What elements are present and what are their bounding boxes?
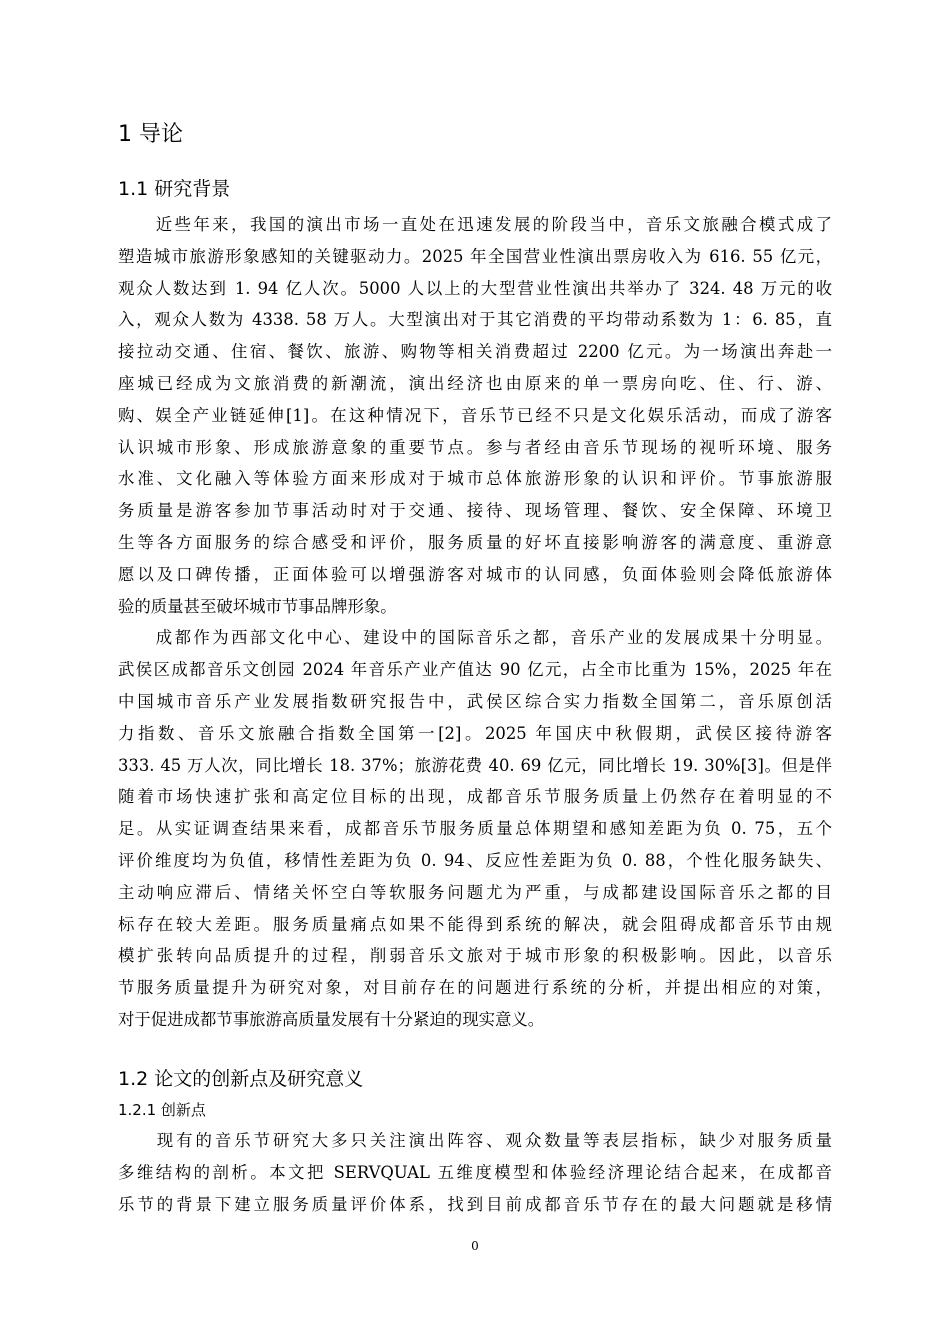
text-line: 愿以及口碑传播，正面体验可以增强游客对城市的认同感，负面体验则会降低旅游体 bbox=[118, 564, 832, 584]
text-line: 成都作为西部文化中心、建设中的国际音乐之都，音乐产业的发展成果十分明显。 bbox=[118, 628, 832, 648]
text-line: 随着市场快速扩张和高定位目标的出现，成都音乐节服务质量上仍然存在着明显的不 bbox=[118, 787, 832, 807]
text-line: 节服务质量提升为研究对象，对目前存在的问题进行系统的分析，并提出相应的对策， bbox=[118, 978, 832, 998]
text-line: 模扩张转向品质提升的过程，削弱音乐文旅对于城市形象的积极影响。因此，以音乐 bbox=[118, 946, 832, 966]
text-line: 近些年来，我国的演出市场一直处在迅速发展的阶段当中，音乐文旅融合模式成了 bbox=[118, 215, 832, 234]
text-line: 标存在较大差距。服务质量痛点如果不能得到系统的解决，就会阻碍成都音乐节由规 bbox=[118, 914, 832, 934]
text-line: 中国城市音乐产业发展指数研究报告中，武侯区综合实力指数全国第二，音乐原创活 bbox=[118, 691, 832, 711]
text-line: 观众人数达到 1. 94 亿人次。5000 人以上的大型营业性演出共举办了 324. 48 万元的收 bbox=[118, 278, 832, 298]
text-line: 主动响应滞后、情绪关怀空白等软服务问题尤为严重，与成都建设国际音乐之都的目 bbox=[118, 882, 832, 902]
text-line: 座城已经成为文旅消费的新潮流，演出经济也由原来的单一票房向吃、住、行、游、 bbox=[118, 373, 832, 393]
section-heading-1-1: 1.1 研究背景 bbox=[118, 178, 231, 200]
text-line: 水准、文化融入等体验方面来形成对于城市总体旅游形象的认识和评价。节事旅游服 bbox=[118, 469, 832, 489]
text-line: 入，观众人数为 4338. 58 万人。大型演出对于其它消费的平均带动系数为 1：6. 85，直 bbox=[118, 310, 832, 330]
text-line: 现有的音乐节研究大多只关注演出阵容、观众数量等表层指标，缺少对服务质量 bbox=[118, 1131, 832, 1150]
text-line: 评价维度均为负值，移情性差距为负 0. 94、反应性差距为负 0. 88，个性化服务缺失、 bbox=[118, 850, 832, 870]
text-line: 足。从实证调查结果来看，成都音乐节服务质量总体期望和感知差距为负 0. 75，五个 bbox=[118, 819, 832, 839]
text-line: 多维结构的剖析。本文把 SERVQUAL 五维度模型和体验经济理论结合起来，在成都音 bbox=[118, 1162, 832, 1182]
paragraph-innovation bbox=[118, 1125, 832, 1220]
text-line: 接拉动交通、住宿、餐饮、旅游、购物等相关消费超过 2200 亿元。为一场演出奔赴一 bbox=[118, 342, 832, 362]
text-line: 塑造城市旅游形象感知的关键驱动力。2025 年全国营业性演出票房收入为 616. 55 亿元， bbox=[118, 246, 832, 266]
text-line: 购、娱全产业链延伸[1]。在这种情况下，音乐节已经不只是文化娱乐活动，而成了游客 bbox=[118, 405, 832, 425]
chapter-title: 1 导论 bbox=[118, 122, 183, 147]
text-line: 对于促进成都节事旅游高质量发展有十分紧迫的现实意义。 bbox=[118, 1009, 545, 1029]
text-line: 333. 45 万人次，同比增长 18. 37%；旅游花费 40. 69 亿元，同比增长 19. 30%[3]。但是伴 bbox=[118, 755, 832, 775]
text-line: 力指数、音乐文旅融合指数全国第一[2]。2025 年国庆中秋假期，武侯区接待游客 bbox=[118, 723, 832, 743]
text-line: 武侯区成都音乐文创园 2024 年音乐产业产值达 90 亿元，占全市比重为 15%，2025 年在 bbox=[118, 660, 832, 680]
text-line: 生等各方面服务的综合感受和评价，服务质量的好坏直接影响游客的满意度、重游意 bbox=[118, 532, 832, 552]
text-line: 验的质量甚至破坏城市节事品牌形象。 bbox=[118, 596, 397, 616]
subsection-heading-1-2-1: 1.2.1 创新点 bbox=[118, 1101, 206, 1119]
page-number: 0 bbox=[471, 1239, 479, 1253]
text-line: 认识城市形象、形成旅游意象的重要节点。参与者经由音乐节现场的视听环境、服务 bbox=[118, 437, 832, 457]
text-line: 乐节的背景下建立服务质量评价体系，找到目前成都音乐节存在的最大问题就是移情 bbox=[118, 1194, 832, 1214]
section-heading-1-2: 1.2 论文的创新点及研究意义 bbox=[118, 1068, 364, 1090]
text-line: 务质量是游客参加节事活动时对于交通、接待、现场管理、餐饮、安全保障、环境卫 bbox=[118, 501, 832, 521]
paragraph-background-1 bbox=[118, 209, 832, 1036]
